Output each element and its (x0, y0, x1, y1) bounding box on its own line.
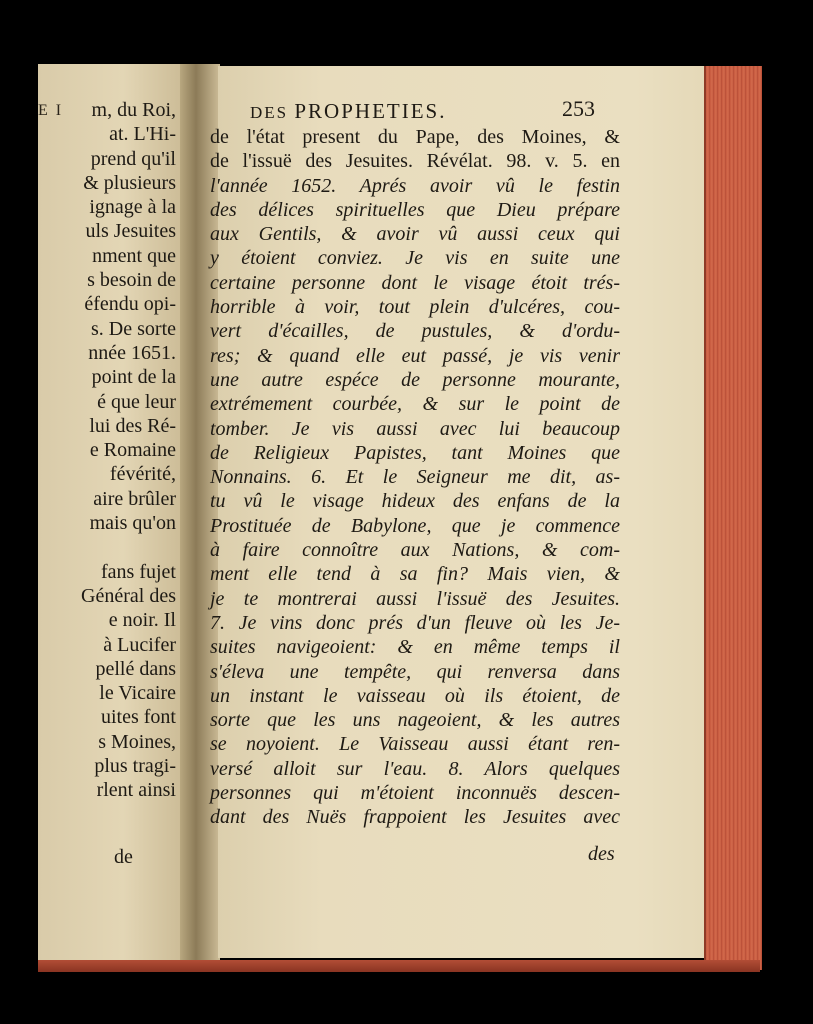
text-line: s'éleva une tempête, qui renversa dans (210, 660, 620, 683)
text-line: sorte que les uns nageoient, & les autres (210, 709, 620, 732)
right-page-text (210, 125, 620, 830)
left-text-line: uls Jesuites (85, 220, 176, 243)
text-line: res; & quand elle eut passé, je vis venir (210, 344, 620, 367)
text-line: de Religieux Papistes, tant Moines que (210, 441, 620, 464)
text-line: Nonnains. 6. Et le Seigneur me dit, as- (210, 466, 620, 489)
book-bottom-edge (38, 960, 760, 972)
left-text-line: Général des (81, 584, 176, 607)
left-text-line: uites font (101, 706, 176, 729)
left-text-line: éfendu opi- (84, 293, 176, 316)
text-line: ment elle tend à sa fin? Mais vien, & (210, 563, 620, 586)
text-line: tomber. Je vis aussi avec lui beaucoup (210, 417, 620, 440)
left-text-line: rlent ainsi (96, 779, 176, 802)
left-text-line: plus tragi- (94, 755, 176, 778)
running-head-prefix: DES (250, 103, 289, 122)
left-text-line: point de la (91, 366, 176, 389)
text-line: un instant le vaisseau où ils étoient, de (210, 684, 620, 707)
text-line: des délices spirituelles que Dieu prépare (210, 198, 620, 221)
text-line: vert d'écailles, de pustules, & d'ordu- (210, 320, 620, 343)
text-line: tu vû le visage hideux des enfans de la (210, 490, 620, 513)
left-text-line: ignage à la (89, 196, 176, 219)
text-line: une autre espéce de personne mourante, (210, 368, 620, 391)
left-text-line: e noir. Il (108, 609, 176, 632)
text-line: y étoient conviez. Je vis en suite une (210, 247, 620, 270)
text-line: de l'issuë des Jesuites. Révélat. 98. v. 5. en (210, 150, 620, 173)
text-line: personnes qui m'étoient inconnuës descen- (210, 782, 620, 805)
left-text-line: févérité, (109, 463, 176, 486)
text-line: versé alloit sur l'eau. 8. Alors quelques (210, 757, 620, 780)
text-line: se noyoient. Le Vaisseau aussi étant ren- (210, 733, 620, 756)
left-text-line: lui des Ré- (89, 414, 176, 437)
left-text-line: mais qu'on (89, 512, 176, 535)
text-line: je te montrerai aussi l'issuë des Jesuites. (210, 587, 620, 610)
left-text-line: s Moines, (98, 730, 176, 753)
page-number: 253 (562, 96, 595, 121)
left-page-text (38, 98, 176, 803)
left-text-line: nment que (92, 244, 176, 267)
catchword: des (588, 843, 615, 865)
running-head (250, 99, 446, 124)
left-text-line: pellé dans (95, 657, 176, 680)
left-text-line: at. L'Hi- (109, 123, 176, 146)
left-text-line: s besoin de (87, 269, 176, 292)
text-line: aux Gentils, & avoir vû aussi ceux qui (210, 223, 620, 246)
left-text-line: à Lucifer (103, 633, 176, 656)
running-head-title: PROPHETIES. (294, 99, 447, 123)
left-page (38, 64, 180, 960)
left-text-line: prend qu'il (90, 147, 176, 170)
left-text-line: é que leur (97, 390, 176, 413)
text-line: suites navigeoient: & en même temps il (210, 636, 620, 659)
left-text-line: s. De sorte (91, 317, 176, 340)
left-text-line: nnée 1651. (88, 341, 176, 364)
text-line: extrémement courbée, & sur le point de (210, 393, 620, 416)
text-line: 7. Je vins donc prés d'un fleuve où les Je- (210, 611, 620, 634)
left-text-line: m, du Roi, (91, 99, 176, 121)
page-edges (704, 66, 762, 970)
text-line: de l'état present du Pape, des Moines, & (210, 126, 620, 148)
left-text-line: & plusieurs (83, 171, 176, 194)
text-line: Prostituée de Babylone, que je commence (210, 514, 620, 537)
left-text-line: le Vicaire (99, 682, 176, 705)
left-text-line (38, 535, 176, 559)
text-line: dant des Nuës frappoient les Jesuites avec (210, 806, 620, 829)
left-catchword: de (114, 846, 133, 868)
left-text-line: e Romaine (89, 439, 176, 462)
left-text-line: aire brûler (93, 487, 176, 510)
text-line: certaine personne dont le visage étoit trés- (210, 271, 620, 294)
text-line: horrible à voir, tout plein d'ulcéres, cou- (210, 296, 620, 319)
text-line: à faire connoître aux Nations, & com- (210, 539, 620, 562)
left-running-head: E I (38, 102, 64, 119)
text-line: l'année 1652. Aprés avoir vû le festin (210, 174, 620, 197)
left-text-line: fans fujet (101, 560, 176, 583)
